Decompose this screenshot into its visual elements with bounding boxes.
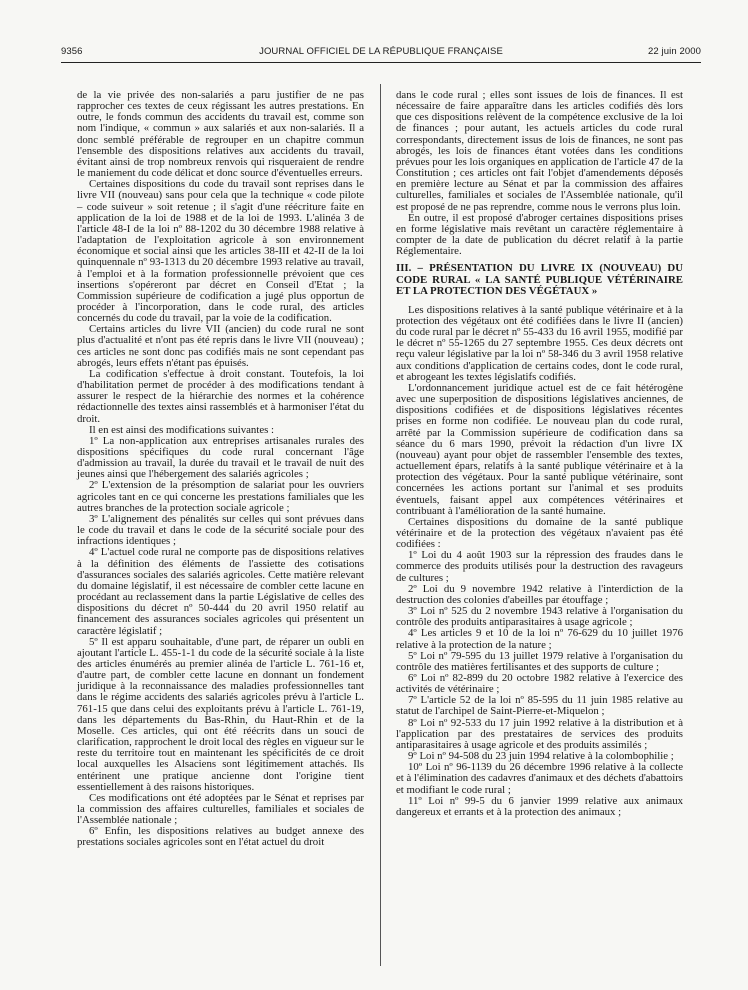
list-item: 2º L'extension de la présomption de salariat pour les ouvriers agricoles tant en ce qui concerne les prestations familiales que les autres branches de la protection sociale agricole ; bbox=[77, 479, 364, 514]
list-item: 5º Loi nº 79-595 du 13 juillet 1979 relative à l'organisation du contrôle des matières fertilisantes et des supports de culture ; bbox=[396, 649, 683, 673]
list-item: 7º L'article 52 de la loi nº 85-595 du 11 juin 1985 relative au statut de l'archipel de Saint-Pierre-et-Miquelon ; bbox=[396, 694, 683, 718]
list-item: 3º Loi nº 525 du 2 novembre 1943 relative à l'organisation du contrôle des produits antiparasitaires à usage agricole ; bbox=[396, 605, 683, 629]
paragraph: Certains articles du livre VII (ancien) du code rural ne sont plus d'actualité et n'ont pas été repris dans le livre VII (nouveau) ; ces articles ne sont donc pas codifiés mais ne sont cependant pas abrogés, leurs effets n'étant pas épuisés. bbox=[77, 323, 364, 369]
list-item: 4º L'actuel code rural ne comporte pas de dispositions relatives à la définition des éléments de l'assiette des cotisations d'assurances sociales des salariés agricoles. Cette matière relevant du domaine législatif, il est nécessaire de combler cette lacune en procédant au reclassement dans la partie Législative de celles des dispositions du décret nº 50-444 du 20 avril 1950 relatif au financement des assurances sociales agricoles qui présentent un caractère législatif ; bbox=[77, 546, 364, 637]
paragraph: En outre, il est proposé d'abroger certaines dispositions prises en forme législative mais revêtant un caractère réglementaire à compter de la date de publication du décret relatif à la partie Réglementaire. bbox=[396, 211, 683, 258]
paragraph: de la vie privée des non-salariés a paru justifier de ne pas rapprocher ces textes de ceux régissant les autres prestations. En outre, le fonds commun des accidents du travail est, comme son nom l'indique, « commun » aux salariés et aux non-salariés. Il a donc semblé préférable de regrouper en un chapitre commun l'ensemble des dispositions relatives aux accidents du travail, évitant ainsi de trop nombreux renvois qui risqueraient de rendre le maniement du code délicat et donc source d'éventuelles erreurs. bbox=[77, 89, 364, 180]
list-item: 8º Loi nº 92-533 du 17 juin 1992 relative à la distribution et à l'application par des prestataires de services des produits antiparasitaires à usage agricole et des produits assimilés ; bbox=[396, 716, 683, 751]
paragraph: Il en est ainsi des modifications suivantes : bbox=[89, 423, 275, 436]
page-header bbox=[61, 44, 701, 60]
header-rule bbox=[61, 62, 701, 63]
right-column bbox=[396, 90, 683, 818]
list-item: 5º Il est apparu souhaitable, d'une part, de réparer un oubli en ajoutant l'article L. 455-1-1 du code de la sécurité sociale à la liste des articles énumérés au premier alinéa de l'article L. 761-16 et, d'autre part, de combler cette lacune en donnant un fondement juridique à la reconnaissance des maladies professionnelles tant dans le régime accidents des salariés agricoles prévu à l'article L. 761-15 que dans celui des exploitants prévu à l'article L. 761-19, dans les départements du Bas-Rhin, du Haut-Rhin et de la Moselle. Ces articles, qui ont été réécrits dans un souci de clarification, rapprochent le droit local des règles en vigueur sur le reste du territoire tout en maintenant les spécificités de ce droit local auxquelles les Alsaciens sont légitimement attachés. Ils entérinent une pratique ancienne dont l'origine tient essentiellement à des raisons historiques. bbox=[77, 635, 364, 793]
column-divider bbox=[380, 84, 381, 966]
paragraph: L'ordonnancement juridique actuel est de ce fait hétérogène avec une superposition de dispositions législatives anciennes, de dispositions codifiées et de dispositions législatives récentes prises en forme non codifiée. Le nouveau plan du code rural, arrêté par la Commission supérieure de codification dans sa séance du 6 mars 1990, prévoit la rédaction d'un livre IX (nouveau) ayant pour objet de rassembler l'ensemble des textes, actuellement épars, relatifs à la santé publique vétérinaire et à la protection des végétaux. Pour la santé publique vétérinaire, sont concernées les actions portant sur l'animal et ses produits éventuels, faisant appel aux compétences vétérinaires et contribuant à l'amélioration de la santé humaine. bbox=[396, 381, 683, 517]
list-item: 3º L'alignement des pénalités sur celles qui sont prévues dans le code du travail et dans le code de la sécurité sociale pour des infractions identiques ; bbox=[77, 512, 364, 548]
list-item: 6º Loi nº 82-899 du 20 octobre 1982 relative à l'exercice des activités de vétérinaire ; bbox=[396, 672, 683, 696]
list-item: 10º Loi nº 96-1139 du 26 décembre 1996 relative à la collecte et à l'élimination des cadavres d'animaux et des déchets d'abattoirs et modifiant le code rural ; bbox=[396, 761, 683, 796]
journal-title: JOURNAL OFFICIEL DE LA RÉPUBLIQUE FRANÇAISE bbox=[259, 46, 503, 57]
list-item: 9º Loi nº 94-508 du 23 juin 1994 relative à la colombophilie ; bbox=[408, 750, 674, 763]
paragraph: Certaines dispositions du code du travail sont reprises dans le livre VII (nouveau) sans pour cela que la technique « code pilote – code suiveur » soit retenue ; il s'agit d'une réécriture faite en application de la loi de 1988 et de la loi de 1993. L'alinéa 3 de l'article 48-I de la loi nº 88-1202 du 30 décembre 1988 relative à l'adaptation de l'exploitation agricole à son environnement économique et social ainsi que les articles 38-III et 42-II de la loi quinquennale nº 93-1313 du 20 décembre 1993 relative au travail, à l'emploi et à la formation professionnelle prévoient que ces insertions s'opéreront par décret en Conseil d'Etat ; la Commission supérieure de codification a jugé plus opportun de procéder à l'incorporation, dans le code rural, des articles concernés du code du travail, par la voie de la codification. bbox=[77, 178, 364, 325]
left-column bbox=[77, 90, 364, 849]
list-item: 6º Enfin, les dispositions relatives au budget annexe des prestations sociales agricoles sont en l'état actuel du droit bbox=[77, 825, 364, 849]
page-number: 9356 bbox=[61, 46, 83, 57]
list-item: 1º Loi du 4 août 1903 sur la répression des fraudes dans le commerce des produits utilisés pour la destruction des ravageurs de cultures ; bbox=[396, 549, 683, 584]
paragraph: Les dispositions relatives à la santé publique vétérinaire et à la protection des végétaux ont été codifiées dans le livre II (ancien) du code rural par le décret nº 55-433 du 16 avril 1955, modifié par le décret nº 55-1265 du 27 septembre 1955. Ces deux décrets ont reçu valeur législative par la loi nº 58-346 du 3 avril 1958 relative aux conditions d'application de certains codes, dont le code rural, et abrogeant les textes législatifs codifiés. bbox=[396, 303, 683, 383]
list-item: 1º La non-application aux entreprises artisanales rurales des dispositions spécifiques du code rural concernant l'âge d'admission au travail, la durée du travail et le travail de nuit des jeunes ainsi que l'hébergement des salariés agricoles ; bbox=[77, 434, 364, 481]
list-item: 2º Loi du 9 novembre 1942 relative à l'interdiction de la destruction des colonies d'abeilles par étouffage ; bbox=[396, 582, 683, 606]
list-item: 11º Loi nº 99-5 du 6 janvier 1999 relative aux animaux dangereux et errants et à la protection des animaux ; bbox=[396, 794, 683, 818]
section-heading: III. – PRÉSENTATION DU LIVRE IX (NOUVEAU) DU CODE RURAL « LA SANTÉ PUBLIQUE VÉTÉRINAIRE ET LA PROTECTION DES VÉGÉTAUX » bbox=[396, 262, 683, 298]
publication-date: 22 juin 2000 bbox=[648, 46, 701, 57]
paragraph: Certaines dispositions du domaine de la santé publique vétérinaire et de la protection des végétaux n'avaient pas été codifiées : bbox=[396, 515, 683, 551]
paragraph: Ces modifications ont été adoptées par le Sénat et reprises par la commission des affaires culturelles, familiales et sociales de l'Assemblée nationale ; bbox=[77, 791, 364, 827]
list-item: 4º Les articles 9 et 10 de la loi nº 76-629 du 10 juillet 1976 relative à la protection de la nature ; bbox=[396, 627, 683, 651]
paragraph: dans le code rural ; elles sont issues de lois de finances. Il est nécessaire de faire apparaître dans les articles codifiés dès lors que ces dispositions relèvent de la compétence exclusive de la loi de finances ; pour autant, les actuels articles du code rural correspondants, directement issus de lois de finances, ne sont pas abrogés, les lois de finances étant votées dans les conditions prévues pour les lois organiques en application de l'article 47 de la Constitution ; ces articles ont fait l'objet d'amendements déposés en première lecture au Sénat et par la commission des affaires culturelles, familiales et sociales de l'Assemblée nationale, qu'il est proposé de ne pas reprendre, comme nous le verrons plus loin. bbox=[396, 89, 683, 213]
paragraph: La codification s'effectue à droit constant. Toutefois, la loi d'habilitation permet de procéder à des modifications tendant à assurer le respect de la hiérarchie des normes et la cohérence rédactionnelle des textes ainsi rassemblés et à harmoniser l'état du droit. bbox=[77, 367, 364, 425]
